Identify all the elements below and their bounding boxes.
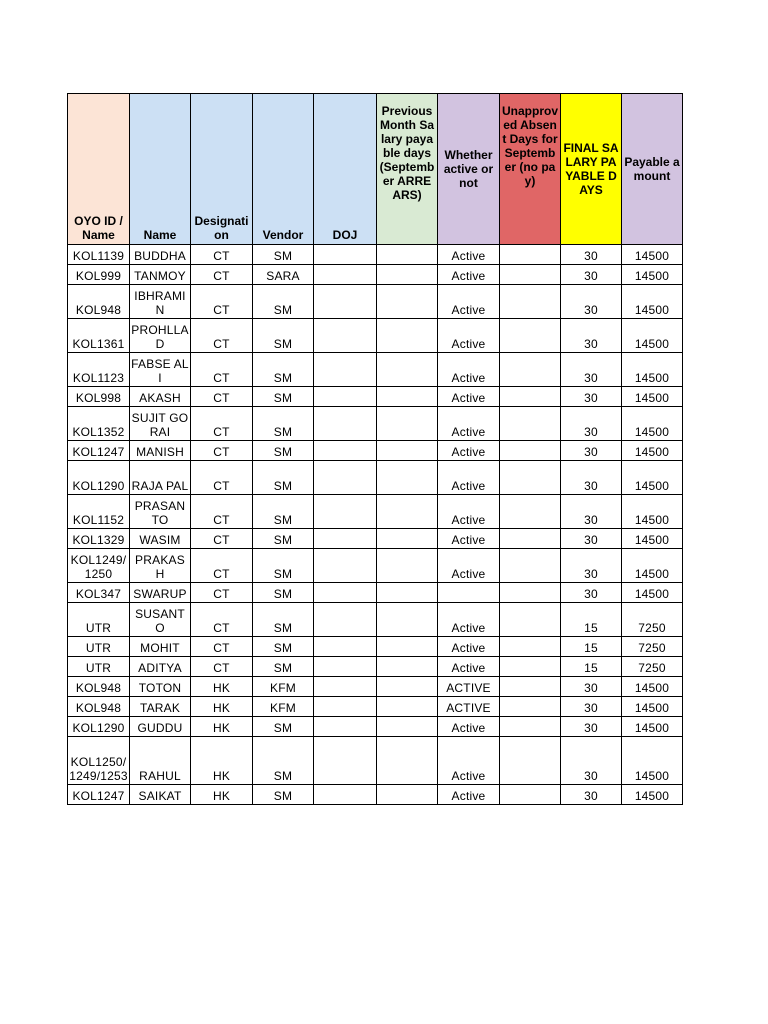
cell-name: PRASANTO (130, 495, 191, 529)
cell-vendor: SM (253, 495, 314, 529)
header-designation: Designation (191, 94, 253, 245)
cell-unapproved-days (500, 319, 561, 353)
header-final-salary-days: FINAL SALARY PAYABLE DAYS (561, 94, 622, 245)
cell-oyo-id: KOL1152 (68, 495, 130, 529)
cell-doj (314, 529, 377, 549)
cell-payable-amount: 14500 (622, 441, 683, 461)
cell-name: RAHUL (130, 737, 191, 785)
cell-designation: HK (191, 717, 253, 737)
table-body (68, 245, 683, 805)
cell-active-status: Active (438, 265, 500, 285)
cell-unapproved-days (500, 657, 561, 677)
table-row (68, 737, 683, 785)
cell-oyo-id: KOL1329 (68, 529, 130, 549)
cell-name: TARAK (130, 697, 191, 717)
header-active-status: Whether active or not (438, 94, 500, 245)
cell-payable-amount: 14500 (622, 407, 683, 441)
cell-name: AKASH (130, 387, 191, 407)
table-row (68, 353, 683, 387)
cell-designation: CT (191, 441, 253, 461)
cell-designation: CT (191, 245, 253, 265)
cell-oyo-id: KOL948 (68, 285, 130, 319)
cell-previous-month-days (377, 657, 438, 677)
cell-vendor: SM (253, 549, 314, 583)
cell-oyo-id: KOL948 (68, 697, 130, 717)
cell-designation: CT (191, 319, 253, 353)
cell-active-status: Active (438, 407, 500, 441)
cell-active-status: Active (438, 353, 500, 387)
cell-name: WASIM (130, 529, 191, 549)
cell-payable-amount: 14500 (622, 677, 683, 697)
cell-oyo-id: KOL1352 (68, 407, 130, 441)
cell-name: SAIKAT (130, 785, 191, 805)
cell-oyo-id: KOL1139 (68, 245, 130, 265)
header-payable-amount: Payable amount (622, 94, 683, 245)
table-row (68, 583, 683, 603)
table-row (68, 529, 683, 549)
cell-previous-month-days (377, 785, 438, 805)
cell-payable-amount: 14500 (622, 245, 683, 265)
cell-doj (314, 583, 377, 603)
cell-payable-amount: 14500 (622, 495, 683, 529)
cell-doj (314, 461, 377, 495)
cell-active-status: Active (438, 549, 500, 583)
table-row (68, 245, 683, 265)
cell-name: TOTON (130, 677, 191, 697)
cell-designation: CT (191, 657, 253, 677)
cell-previous-month-days (377, 245, 438, 265)
cell-payable-amount: 7250 (622, 637, 683, 657)
header-vendor: Vendor (253, 94, 314, 245)
cell-final-salary-days: 30 (561, 407, 622, 441)
cell-payable-amount: 7250 (622, 657, 683, 677)
header-row (68, 94, 683, 245)
table-row (68, 657, 683, 677)
cell-previous-month-days (377, 265, 438, 285)
cell-designation: CT (191, 353, 253, 387)
cell-unapproved-days (500, 717, 561, 737)
cell-doj (314, 265, 377, 285)
cell-doj (314, 441, 377, 461)
cell-unapproved-days (500, 285, 561, 319)
cell-vendor: KFM (253, 677, 314, 697)
cell-designation: CT (191, 529, 253, 549)
cell-oyo-id: KOL1249/1250 (68, 549, 130, 583)
cell-vendor: SM (253, 603, 314, 637)
cell-oyo-id: KOL347 (68, 583, 130, 603)
cell-active-status: ACTIVE (438, 697, 500, 717)
cell-previous-month-days (377, 285, 438, 319)
table-row (68, 265, 683, 285)
cell-final-salary-days: 30 (561, 441, 622, 461)
table-row (68, 319, 683, 353)
table-row (68, 549, 683, 583)
cell-designation: CT (191, 387, 253, 407)
cell-vendor: SM (253, 737, 314, 785)
cell-doj (314, 387, 377, 407)
table-row (68, 495, 683, 529)
cell-doj (314, 717, 377, 737)
cell-doj (314, 319, 377, 353)
cell-active-status: ACTIVE (438, 677, 500, 697)
cell-previous-month-days (377, 737, 438, 785)
cell-oyo-id: UTR (68, 603, 130, 637)
cell-name: MOHIT (130, 637, 191, 657)
cell-name: MANISH (130, 441, 191, 461)
cell-final-salary-days: 30 (561, 319, 622, 353)
cell-oyo-id: KOL1290 (68, 461, 130, 495)
cell-name: SUJIT GORAI (130, 407, 191, 441)
header-previous-month-salary: Previous Month Salary payable days (September ARREARS) (377, 94, 438, 245)
cell-designation: HK (191, 677, 253, 697)
cell-final-salary-days: 30 (561, 737, 622, 785)
cell-doj (314, 697, 377, 717)
table-row (68, 603, 683, 637)
cell-payable-amount: 14500 (622, 319, 683, 353)
cell-vendor: SARA (253, 265, 314, 285)
cell-vendor: SM (253, 529, 314, 549)
cell-final-salary-days: 30 (561, 387, 622, 407)
table-row (68, 697, 683, 717)
cell-payable-amount: 14500 (622, 387, 683, 407)
cell-final-salary-days: 30 (561, 461, 622, 495)
cell-active-status: Active (438, 785, 500, 805)
cell-name: SWARUP (130, 583, 191, 603)
cell-name: PROHLLAD (130, 319, 191, 353)
cell-vendor: SM (253, 353, 314, 387)
cell-unapproved-days (500, 441, 561, 461)
table-row (68, 407, 683, 441)
cell-previous-month-days (377, 495, 438, 529)
cell-previous-month-days (377, 319, 438, 353)
cell-active-status: Active (438, 387, 500, 407)
cell-final-salary-days: 30 (561, 549, 622, 583)
cell-final-salary-days: 30 (561, 529, 622, 549)
cell-previous-month-days (377, 387, 438, 407)
cell-vendor: SM (253, 387, 314, 407)
cell-active-status: Active (438, 319, 500, 353)
cell-previous-month-days (377, 677, 438, 697)
cell-previous-month-days (377, 697, 438, 717)
table-row (68, 285, 683, 319)
cell-unapproved-days (500, 583, 561, 603)
cell-oyo-id: UTR (68, 637, 130, 657)
cell-oyo-id: UTR (68, 657, 130, 677)
cell-payable-amount: 14500 (622, 785, 683, 805)
cell-active-status: Active (438, 495, 500, 529)
cell-previous-month-days (377, 529, 438, 549)
cell-doj (314, 549, 377, 583)
cell-designation: CT (191, 603, 253, 637)
cell-vendor: SM (253, 245, 314, 265)
cell-vendor: SM (253, 637, 314, 657)
cell-name: ADITYA (130, 657, 191, 677)
cell-previous-month-days (377, 717, 438, 737)
cell-unapproved-days (500, 387, 561, 407)
cell-doj (314, 353, 377, 387)
cell-active-status: Active (438, 285, 500, 319)
cell-active-status: Active (438, 657, 500, 677)
header-oyo-id: OYO ID / Name (68, 94, 130, 245)
cell-vendor: SM (253, 407, 314, 441)
cell-name: TANMOY (130, 265, 191, 285)
cell-final-salary-days: 30 (561, 245, 622, 265)
cell-doj (314, 737, 377, 785)
cell-final-salary-days: 30 (561, 677, 622, 697)
cell-payable-amount: 7250 (622, 603, 683, 637)
cell-doj (314, 657, 377, 677)
cell-previous-month-days (377, 441, 438, 461)
header-name: Name (130, 94, 191, 245)
cell-unapproved-days (500, 637, 561, 657)
cell-oyo-id: KOL1247 (68, 441, 130, 461)
cell-active-status: Active (438, 717, 500, 737)
cell-unapproved-days (500, 549, 561, 583)
cell-oyo-id: KOL1247 (68, 785, 130, 805)
cell-unapproved-days (500, 407, 561, 441)
cell-final-salary-days: 30 (561, 583, 622, 603)
cell-active-status: Active (438, 245, 500, 265)
cell-active-status: Active (438, 603, 500, 637)
cell-unapproved-days (500, 603, 561, 637)
cell-previous-month-days (377, 603, 438, 637)
cell-doj (314, 407, 377, 441)
cell-previous-month-days (377, 549, 438, 583)
cell-vendor: KFM (253, 697, 314, 717)
cell-name: IBHRAMIN (130, 285, 191, 319)
table-row (68, 441, 683, 461)
cell-active-status: Active (438, 737, 500, 785)
cell-unapproved-days (500, 737, 561, 785)
cell-unapproved-days (500, 353, 561, 387)
cell-designation: HK (191, 697, 253, 717)
cell-designation: CT (191, 495, 253, 529)
cell-final-salary-days: 15 (561, 637, 622, 657)
cell-name: BUDDHA (130, 245, 191, 265)
cell-designation: CT (191, 549, 253, 583)
cell-name: GUDDU (130, 717, 191, 737)
cell-designation: CT (191, 407, 253, 441)
cell-designation: HK (191, 737, 253, 785)
cell-vendor: SM (253, 441, 314, 461)
cell-name: PRAKASH (130, 549, 191, 583)
cell-final-salary-days: 30 (561, 353, 622, 387)
cell-final-salary-days: 30 (561, 495, 622, 529)
table-row (68, 461, 683, 495)
cell-designation: CT (191, 637, 253, 657)
cell-vendor: SM (253, 319, 314, 353)
cell-previous-month-days (377, 583, 438, 603)
cell-unapproved-days (500, 495, 561, 529)
cell-payable-amount: 14500 (622, 529, 683, 549)
cell-oyo-id: KOL948 (68, 677, 130, 697)
cell-payable-amount: 14500 (622, 737, 683, 785)
cell-payable-amount: 14500 (622, 583, 683, 603)
cell-oyo-id: KOL1250/1249/1253 (68, 737, 130, 785)
cell-vendor: SM (253, 657, 314, 677)
cell-vendor: SM (253, 461, 314, 495)
cell-unapproved-days (500, 785, 561, 805)
cell-unapproved-days (500, 677, 561, 697)
cell-active-status: Active (438, 441, 500, 461)
cell-unapproved-days (500, 245, 561, 265)
cell-unapproved-days (500, 265, 561, 285)
cell-doj (314, 245, 377, 265)
cell-doj (314, 495, 377, 529)
table-row (68, 387, 683, 407)
cell-active-status: Active (438, 637, 500, 657)
cell-name: FABSE ALI (130, 353, 191, 387)
cell-name: SUSANTO (130, 603, 191, 637)
cell-final-salary-days: 30 (561, 697, 622, 717)
cell-payable-amount: 14500 (622, 549, 683, 583)
cell-designation: CT (191, 265, 253, 285)
cell-doj (314, 603, 377, 637)
cell-doj (314, 785, 377, 805)
cell-designation: CT (191, 461, 253, 495)
cell-final-salary-days: 30 (561, 265, 622, 285)
table-row (68, 677, 683, 697)
cell-designation: HK (191, 785, 253, 805)
cell-previous-month-days (377, 353, 438, 387)
cell-oyo-id: KOL1361 (68, 319, 130, 353)
cell-vendor: SM (253, 785, 314, 805)
cell-payable-amount: 14500 (622, 353, 683, 387)
cell-designation: CT (191, 285, 253, 319)
cell-unapproved-days (500, 697, 561, 717)
cell-doj (314, 637, 377, 657)
cell-vendor: SM (253, 583, 314, 603)
cell-payable-amount: 14500 (622, 697, 683, 717)
cell-active-status: Active (438, 461, 500, 495)
cell-payable-amount: 14500 (622, 285, 683, 319)
cell-unapproved-days (500, 461, 561, 495)
salary-table (67, 93, 683, 805)
cell-oyo-id: KOL1123 (68, 353, 130, 387)
cell-payable-amount: 14500 (622, 717, 683, 737)
cell-oyo-id: KOL998 (68, 387, 130, 407)
cell-payable-amount: 14500 (622, 461, 683, 495)
cell-oyo-id: KOL1290 (68, 717, 130, 737)
cell-final-salary-days: 30 (561, 285, 622, 319)
cell-active-status (438, 583, 500, 603)
cell-vendor: SM (253, 717, 314, 737)
cell-payable-amount: 14500 (622, 265, 683, 285)
cell-name: RAJA PAL (130, 461, 191, 495)
cell-previous-month-days (377, 407, 438, 441)
cell-final-salary-days: 30 (561, 717, 622, 737)
cell-doj (314, 285, 377, 319)
cell-previous-month-days (377, 637, 438, 657)
cell-active-status: Active (438, 529, 500, 549)
cell-oyo-id: KOL999 (68, 265, 130, 285)
cell-unapproved-days (500, 529, 561, 549)
header-unapproved-absent-days: Unapproved Absent Days for September (no pay) (500, 94, 561, 245)
table-row (68, 637, 683, 657)
cell-previous-month-days (377, 461, 438, 495)
cell-vendor: SM (253, 285, 314, 319)
salary-spreadsheet (67, 93, 682, 805)
cell-final-salary-days: 30 (561, 785, 622, 805)
cell-doj (314, 677, 377, 697)
table-row (68, 785, 683, 805)
header-doj: DOJ (314, 94, 377, 245)
cell-final-salary-days: 15 (561, 603, 622, 637)
cell-final-salary-days: 15 (561, 657, 622, 677)
cell-designation: CT (191, 583, 253, 603)
table-row (68, 717, 683, 737)
